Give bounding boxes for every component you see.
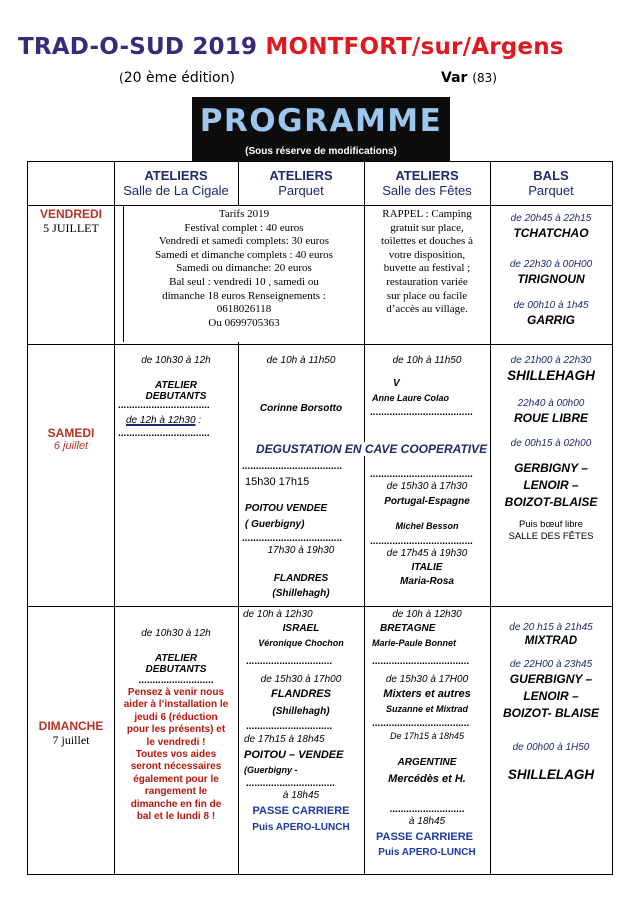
separator-dots: ........................... xyxy=(138,675,214,686)
slot-time: 17h30 à 19h30 xyxy=(267,545,335,556)
tarif-line: Samedi et dimanche complets : 40 euros xyxy=(155,248,333,261)
bal-name: LENOIR – xyxy=(523,689,579,703)
slot-time: de 17h15 à 18h45 xyxy=(244,734,325,745)
bal-time: de 21h00 à 22h30 xyxy=(510,355,592,366)
day-name: SAMEDI xyxy=(47,426,95,440)
note-line: pour les présents) et xyxy=(126,724,226,736)
separator-dots: ................................. xyxy=(118,400,210,411)
bal-name: SHILLEHAGH xyxy=(507,368,595,383)
tarif-line: Vendredi et samedi complets: 30 euros xyxy=(158,235,330,248)
region-code: (83) xyxy=(472,71,497,85)
slot-name: FLANDRES xyxy=(273,573,329,584)
slot-time-underlined: de 12h à 12h30 xyxy=(126,415,196,426)
slot-name: ITALIE xyxy=(411,562,443,573)
bal-note: Puis bœuf libre xyxy=(519,519,583,530)
bal-name: TIRIGNOUN xyxy=(517,272,585,286)
row-divider xyxy=(28,606,612,607)
rappel-line: gratuit sur place, xyxy=(390,221,464,234)
bal-time: de 22h30 à 00H00 xyxy=(509,259,593,270)
slot-time: de 10h à 11h50 xyxy=(266,355,336,366)
slot-name: DEBUTANTS xyxy=(145,391,207,402)
rappel-line: toilettes et douches à xyxy=(381,235,473,248)
separator-dots: ..................................... xyxy=(370,407,473,418)
separator-dots: ................................... xyxy=(372,656,470,667)
slot-time: de 15h30 à 17H00 xyxy=(385,674,469,685)
column-title: ATELIERS xyxy=(269,168,333,183)
row-divider xyxy=(28,205,612,206)
day-label-saturday xyxy=(28,426,114,452)
bal-time: de 00h10 à 1h45 xyxy=(513,300,589,311)
programme-title: PROGRAMME xyxy=(199,103,443,139)
slot-sub: ( Guerbigny) xyxy=(245,519,305,530)
slot-name: ATELIER xyxy=(154,380,198,391)
slot-time: de 10h à 12h30 xyxy=(392,609,462,620)
slot-sub: Michel Besson xyxy=(395,521,459,531)
tarif-line: dimanche 18 euros Renseignements : xyxy=(162,289,326,302)
title-location: MONTFORT/sur/Argens xyxy=(265,34,564,60)
slot-sub: (Shillehagh) xyxy=(272,588,330,599)
volunteer-note xyxy=(114,687,238,823)
degustation-banner: DEGUSTATION EN CAVE COOPERATIVE xyxy=(256,442,488,456)
slot-name: BRETAGNE xyxy=(380,623,436,634)
slot-name: ARGENTINE xyxy=(397,757,457,768)
rappel-line: restauration variée xyxy=(386,275,468,288)
bal-time: de 22H00 à 23h45 xyxy=(509,659,593,670)
note-line: le vendredi ! xyxy=(146,736,206,748)
slot-name: PASSE CARRIERE xyxy=(252,805,350,817)
bal-time: de 00h00 à 1H50 xyxy=(512,742,590,753)
bal-name: BOIZOT- BLAISE xyxy=(503,706,599,720)
bal-name: SHILLELAGH xyxy=(507,767,595,782)
note-line: dimanche en fin de xyxy=(130,798,222,810)
slot-time: de 10h à 12h30 xyxy=(243,609,313,620)
separator-dots: ................................. xyxy=(118,428,210,439)
slot-time: à 18h45 xyxy=(282,790,320,801)
slot-name: Mixters et autres xyxy=(383,688,471,700)
slot-time: 15h30 17h15 xyxy=(245,476,310,488)
bal-time: de 20h45 à 22h15 xyxy=(510,213,592,224)
column-header xyxy=(364,168,490,198)
row-divider xyxy=(28,344,612,345)
slot-name: DEBUTANTS xyxy=(145,664,207,675)
separator-dots: ............................... xyxy=(246,656,333,667)
title-festival: TRAD-O-SUD 2019 xyxy=(18,34,258,60)
tarif-line: 0618026118 xyxy=(216,303,272,316)
slot-name: POITOU – VENDEE xyxy=(244,749,344,761)
edition-paren: ( xyxy=(119,71,124,85)
day-date: 5 JUILLET xyxy=(43,221,99,235)
slot-sub: Anne Laure Colao xyxy=(372,393,450,403)
slot-time xyxy=(126,415,238,426)
slot-sub: Marie-Paule Bonnet xyxy=(372,638,457,648)
bal-name: MIXTRAD xyxy=(524,635,578,647)
tarif-line: Tarifs 2019 xyxy=(218,208,270,220)
rappel-line: sur place ou facile xyxy=(386,289,468,302)
tarif-line: Ou 0699705363 xyxy=(208,316,280,329)
saturday-cigale xyxy=(114,355,238,438)
note-line: Pensez à venir nous xyxy=(127,687,225,698)
slot-name: V xyxy=(393,378,400,389)
rappel-line: votre disposition, xyxy=(388,248,466,261)
slot-time: de 17h45 à 19h30 xyxy=(386,548,468,559)
slot-sub: (Guerbigny - xyxy=(244,765,298,775)
column-header xyxy=(238,168,364,198)
slot-time: à 18h45 xyxy=(408,816,446,827)
slot-sub: Puis APERO-LUNCH xyxy=(252,822,350,833)
separator-dots: .................................... xyxy=(242,461,343,472)
note-line: Toutes vos aides xyxy=(135,749,217,761)
note-line: aider à l’installation le xyxy=(123,699,229,711)
slot-sub: Véronique Chochon xyxy=(258,638,344,648)
rappel-block xyxy=(364,208,490,317)
bal-name: GUERBIGNY – xyxy=(509,672,593,686)
friday-bals xyxy=(490,213,612,328)
column-header xyxy=(490,168,612,198)
bal-time: 22h40 à 00h00 xyxy=(517,398,585,409)
column-title: ATELIERS xyxy=(395,168,459,183)
bal-note: SALLE DES FÊTES xyxy=(508,531,594,542)
slot-time: de 10h à 11h50 xyxy=(392,355,462,366)
slot-time: de 15h30 à 17h30 xyxy=(386,481,468,492)
column-subtitle: Salle de La Cigale xyxy=(123,183,229,198)
slot-name: PASSE CARRIERE xyxy=(376,831,473,843)
column-header xyxy=(114,168,238,198)
slot-name: Portugal-Espagne xyxy=(384,496,470,507)
day-label-friday xyxy=(28,207,114,236)
separator-dots: .................................... xyxy=(242,533,343,544)
region-name: Var xyxy=(441,70,468,86)
slot-name: ISRAEL xyxy=(282,623,320,634)
day-name: DIMANCHE xyxy=(38,719,104,733)
slot-sub: Suzanne et Mixtrad xyxy=(385,704,468,714)
day-date: 6 juillet xyxy=(53,440,89,452)
bal-time: de 00h15 à 02h00 xyxy=(510,438,592,449)
note-line: jeudi 6 (réduction xyxy=(134,711,218,723)
column-subtitle: Salle des Fêtes xyxy=(382,183,472,198)
edition-text: 20 ème édition) xyxy=(123,70,235,86)
colon: : xyxy=(198,415,202,426)
tarifs-block xyxy=(124,208,364,330)
slot-name: ATELIER xyxy=(154,653,198,664)
column-title: BALS xyxy=(533,168,569,183)
column-title: ATELIERS xyxy=(144,168,208,183)
column-subtitle: Parquet xyxy=(278,183,324,198)
tarif-line: Festival complet : 40 euros xyxy=(184,221,304,234)
sunday-bals xyxy=(490,622,612,784)
rappel-line: buvette au festival ; xyxy=(383,262,471,275)
bal-name: GERBIGNY – xyxy=(514,461,588,475)
slot-sub: Mercédès et H. xyxy=(388,773,466,785)
note-line: seront nécessaires xyxy=(130,761,222,773)
programme-subtitle: (Sous réserve de modifications) xyxy=(245,146,397,157)
bal-name: ROUE LIBRE xyxy=(513,411,588,425)
day-label-sunday xyxy=(28,719,114,748)
tarif-line: Samedi ou dimanche: 20 euros xyxy=(176,262,312,275)
slot-time: de 10h30 à 12h xyxy=(141,355,211,366)
separator-dots: ................................ xyxy=(246,778,335,789)
slot-name: POITOU VENDEE xyxy=(245,503,328,514)
note-line: également pour le xyxy=(133,773,219,785)
slot-time: de 10h30 à 12h xyxy=(141,628,211,639)
rappel-line: d’accès au village. xyxy=(386,303,468,316)
separator-dots: ............................... xyxy=(246,721,333,732)
slot-time: de 15h30 à 17h00 xyxy=(260,674,342,685)
day-name: VENDREDI xyxy=(39,207,102,221)
festival-title xyxy=(18,34,564,60)
slot-sub: (Shillehagh) xyxy=(272,706,330,717)
note-line: rangement le xyxy=(144,786,208,798)
day-date: 7 juillet xyxy=(52,733,90,747)
edition-label xyxy=(119,70,235,86)
region-label xyxy=(441,70,497,86)
bal-time: de 20 h15 à 21h45 xyxy=(509,622,593,633)
bal-name: BOIZOT-BLAISE xyxy=(504,495,598,509)
separator-dots: ................................... xyxy=(372,718,470,729)
separator-dots: ........................... xyxy=(389,804,465,815)
note-line: bal et le lundi 8 ! xyxy=(136,811,216,823)
slot-name: Corinne Borsotto xyxy=(259,403,343,414)
separator-dots: ..................................... xyxy=(370,536,473,547)
slot-sub: Puis APERO-LUNCH xyxy=(378,847,476,858)
saturday-bals xyxy=(490,355,612,543)
slot-sub: Maria-Rosa xyxy=(400,576,454,587)
sunday-cigale xyxy=(114,628,238,823)
bal-name: GARRIG xyxy=(527,313,575,327)
rappel-line: RAPPEL : Camping xyxy=(382,208,472,220)
column-subtitle: Parquet xyxy=(528,183,574,198)
tarif-line: Bal seul : vendredi 10 , samedi ou xyxy=(169,275,319,288)
bal-name: TCHATCHAO xyxy=(513,226,589,240)
slot-time: De 17h15 à 18h45 xyxy=(389,731,465,741)
bal-name: LENOIR – xyxy=(523,478,579,492)
slot-name: FLANDRES xyxy=(271,688,331,700)
separator-dots: ..................................... xyxy=(370,469,473,480)
